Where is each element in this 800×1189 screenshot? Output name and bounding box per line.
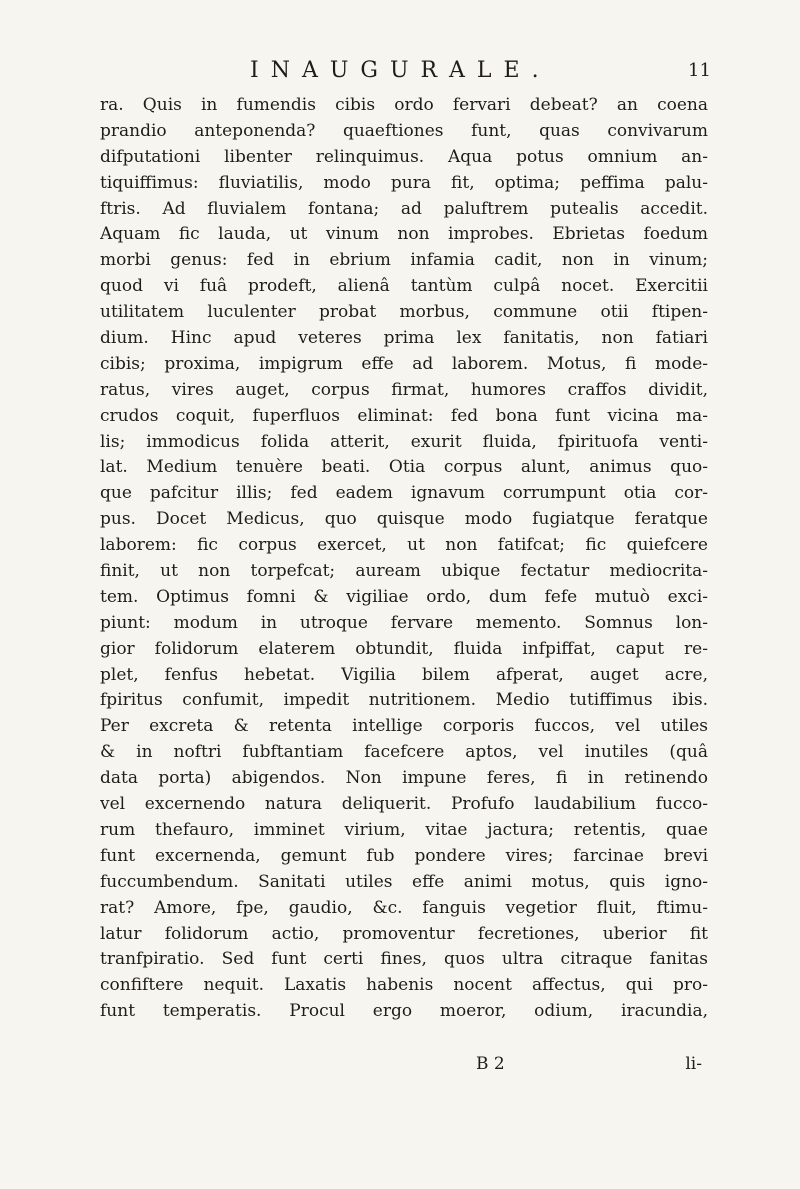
text-line: latur folidorum actio, promoventur fecretiones, uberior fit [100,923,708,944]
text-line: piunt: modum in utroque fervare memento. Somnus lon- [100,612,708,633]
text-line: utilitatem luculenter probat morbus, commune otii ftipen- [100,302,708,323]
text-line: funt excernenda, gemunt fub pondere vires; farcinae brevi [100,845,708,866]
text-line: finit, ut non torpefcat; auream ubique fectatur mediocrita- [100,561,708,582]
text-line: difputationi libenter relinquimus. Aqua potus omnium an- [100,146,708,167]
text-line: rum thefauro, imminet virium, vitae jactura; retentis, quae [100,819,708,840]
text-line: ftris. Ad fluvialem fontana; ad paluftrem putealis accedit. [100,198,708,219]
text-line: fuccumbendum. Sanitati utiles effe animi motus, quis igno- [100,871,708,892]
text-line: ra. Quis in fumendis cibis ordo fervari debeat? an coena [100,95,708,115]
text-line: tem. Optimus fomni & vigiliae ordo, dum fefe mutuò exci- [100,586,708,607]
text-line: plet, fenfus hebetat. Vigilia bilem afperat, auget acre, [100,664,708,685]
text-line: Per excreta & retenta intellige corporis fuccos, vel utiles [100,716,708,737]
text-line: funt temperatis. Procul ergo moeror, odium, iracundia, [100,1001,708,1022]
running-title: INAUGURALE. [250,58,551,83]
text-line: Aquam fic lauda, ut vinum non improbes. Ebrietas foedum [100,224,708,245]
page-footer [100,1051,708,1077]
text-line: ratus, vires auget, corpus firmat, humores craffos dividit, [100,379,708,400]
catchword: li- [685,1054,702,1074]
text-line: que pafcitur illis; fed eadem ignavum corrumpunt otia cor- [100,483,708,504]
text-line: crudos coquit, fuperfluos eliminat: fed bona funt vicina ma- [100,405,708,426]
text-line: prandio anteponenda? quaeftiones funt, quas convivarum [100,120,708,141]
text-line: & in noftri fubftantiam facefcere aptos, vel inutiles (quâ [100,742,708,763]
text-line: tranfpiratio. Sed funt certi fines, quos ultra citraque fanitas [100,949,708,970]
signature-mark: B 2 [476,1054,505,1074]
text-line: lis; immodicus folida atterit, exurit fluida, fpirituofa venti- [100,431,708,452]
text-line: fpiritus confumit, impedit nutritionem. Medio tutiffimus ibis. [100,690,708,711]
text-line: quod vi fuâ prodeft, alienâ tantùm culpâ nocet. Exercitii [100,276,708,297]
text-line: lat. Medium tenuère beati. Otia corpus alunt, animus quo- [100,457,708,478]
text-line: rat? Amore, fpe, gaudio, &c. fanguis vegetior fluit, ftimu- [100,897,708,918]
text-line: cibis; proxima, impigrum effe ad laborem. Motus, fi mode- [100,353,708,374]
text-line: dium. Hinc apud veteres prima lex fanitatis, non fatiari [100,328,708,349]
text-line: vel excernendo natura deliquerit. Profufo laudabilium fucco- [100,794,708,815]
body-text [100,93,708,1025]
text-line: data porta) abigendos. Non impune feres, fi in retinendo [100,768,708,789]
text-line: confiftere nequit. Laxatis habenis nocent affectus, qui pro- [100,975,708,996]
page-number: 11 [688,60,711,81]
text-line: tiquiffimus: fluviatilis, modo pura fit, optima; peffima palu- [100,172,708,193]
text-line: pus. Docet Medicus, quo quisque modo fugiatque feratque [100,509,708,530]
text-line: morbi genus: fed in ebrium infamia cadit, non in vinum; [100,250,708,271]
text-line: gior folidorum elaterem obtundit, fluida infpiffat, caput re- [100,638,708,659]
text-line: laborem: fic corpus exercet, ut non fatifcat; fic quiefcere [100,535,708,556]
